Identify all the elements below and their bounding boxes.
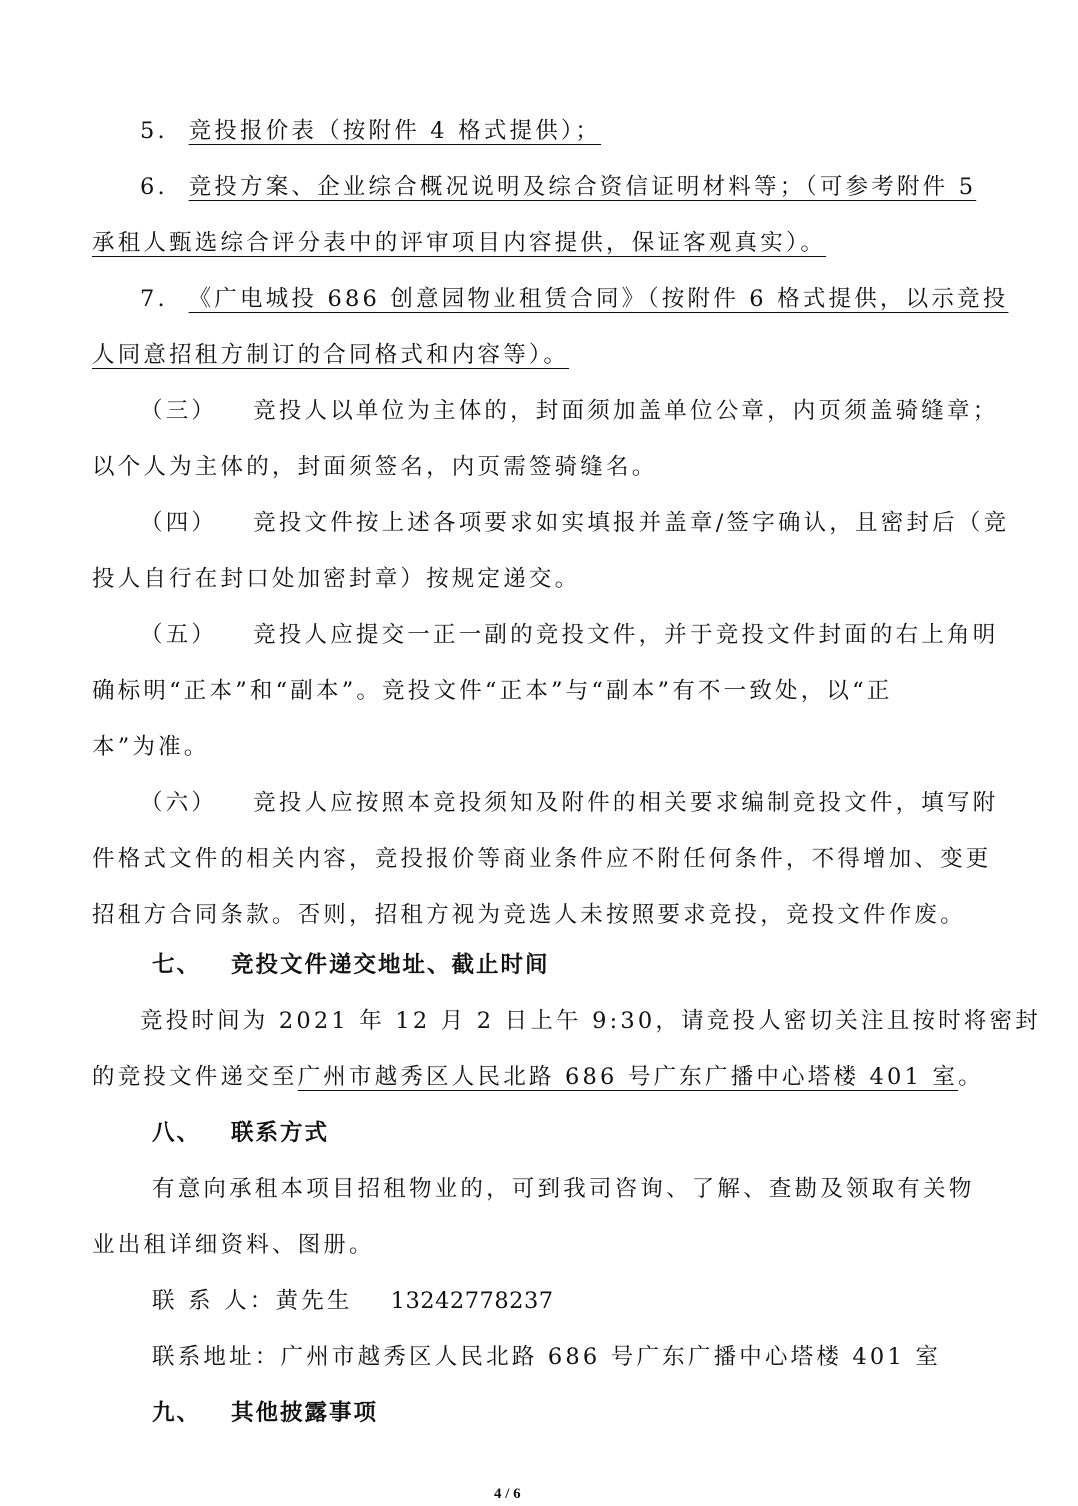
item-7-number: 7. bbox=[140, 286, 168, 312]
section-8-para-line-1: 有意向承租本项目招租物业的，可到我司咨询、了解、查勘及领取有关物 bbox=[152, 1176, 975, 1202]
item-7-line-2: 人同意招租方制订的合同格式和内容等）。 bbox=[92, 342, 570, 368]
clause-4-label: （四） bbox=[140, 510, 218, 536]
clause-6-line-2: 件格式文件的相关内容，竞投报价等商业条件应不附任何条件，不得增加、变更 bbox=[92, 846, 992, 872]
clause-6-line-3: 招租方合同条款。否则，招租方视为竞选人未按照要求竞投，竞投文件作废。 bbox=[92, 902, 966, 928]
section-8-number: 八、 bbox=[152, 1120, 202, 1146]
clause-3-line-1 bbox=[140, 396, 998, 426]
section-7-text-post: 。 bbox=[958, 1064, 984, 1090]
page-number: 4 / 6 bbox=[494, 1486, 521, 1502]
item-6-text-a: 竞投方案、企业综合概况说明及综合资信证明材料等；（可参考附件 5 bbox=[188, 174, 977, 200]
item-7-text-a: 《广电城投 686 创意园物业租赁合同》（按附件 6 格式提供，以示竞投 bbox=[188, 286, 1009, 312]
contact-phone: 13242778237 bbox=[390, 1288, 554, 1314]
section-7-para-line-1: 竞投时间为 2021 年 12 月 2 日上午 9:30，请竞投人密切关注且按时将密封 bbox=[140, 1008, 1041, 1034]
item-5-text: 竞投报价表（按附件 4 格式提供）； bbox=[188, 118, 602, 144]
section-9-number: 九、 bbox=[152, 1400, 202, 1426]
section-8-para-line-2: 业出租详细资料、图册。 bbox=[92, 1232, 375, 1258]
clause-5-text-a: 竞投人应提交一正一副的竞投文件，并于竞投文件封面的右上角明 bbox=[253, 622, 999, 648]
clause-3-line-2: 以个人为主体的，封面须签名，内页需签骑缝名。 bbox=[92, 454, 658, 480]
section-7-text-pre: 的竞投文件递交至 bbox=[92, 1064, 298, 1090]
item-6-line-1 bbox=[140, 172, 976, 202]
item-7-line-1 bbox=[140, 284, 1008, 314]
clause-5-line-2: 确标明“正本”和“副本”。竞投文件“正本”与“副本”有不一致处，以“正 bbox=[92, 678, 893, 704]
clause-4-line-2: 投人自行在封口处加密封章）按规定递交。 bbox=[92, 566, 581, 592]
item-5-number: 5. bbox=[140, 118, 168, 144]
section-7-address: 广州市越秀区人民北路 686 号广东广播中心塔楼 401 室 bbox=[297, 1064, 959, 1090]
clause-4-line-1 bbox=[140, 508, 1009, 538]
item-6-number: 6. bbox=[140, 174, 168, 200]
item-5 bbox=[140, 116, 601, 146]
section-8-title: 联系方式 bbox=[231, 1120, 330, 1146]
contact-address bbox=[152, 1342, 941, 1372]
clause-5-label: （五） bbox=[140, 622, 218, 648]
contact-person-name: 黄先生 bbox=[275, 1288, 353, 1314]
section-8-heading bbox=[152, 1118, 329, 1148]
clause-5-line-1 bbox=[140, 620, 998, 650]
item-6-line-2: 承租人甄选综合评分表中的评审项目内容提供，保证客观真实）。 bbox=[92, 230, 827, 256]
contact-address-value: 广州市越秀区人民北路 686 号广东广播中心塔楼 401 室 bbox=[280, 1344, 942, 1370]
clause-6-text-a: 竞投人应按照本竞投须知及附件的相关要求编制竞投文件，填写附 bbox=[253, 790, 999, 816]
section-7-title: 竞投文件递交地址、截止时间 bbox=[231, 952, 550, 978]
section-7-heading bbox=[152, 950, 550, 980]
section-9-title: 其他披露事项 bbox=[231, 1400, 379, 1426]
clause-3-text-a: 竞投人以单位为主体的，封面须加盖单位公章，内页须盖骑缝章； bbox=[253, 398, 999, 424]
contact-address-label: 联系地址： bbox=[152, 1344, 281, 1370]
clause-4-text-a: 竞投文件按上述各项要求如实填报并盖章/签字确认，且密封后（竞 bbox=[253, 510, 1010, 536]
contact-person-label: 联 系 人： bbox=[152, 1288, 276, 1314]
section-9-heading bbox=[152, 1398, 378, 1428]
clause-3-label: （三） bbox=[140, 398, 218, 424]
section-7-para-line-2 bbox=[92, 1062, 984, 1092]
clause-6-label: （六） bbox=[140, 790, 218, 816]
clause-5-line-3: 本”为准。 bbox=[92, 734, 210, 760]
contact-person bbox=[152, 1286, 554, 1316]
section-7-number: 七、 bbox=[152, 952, 202, 978]
clause-6-line-1 bbox=[140, 788, 998, 818]
